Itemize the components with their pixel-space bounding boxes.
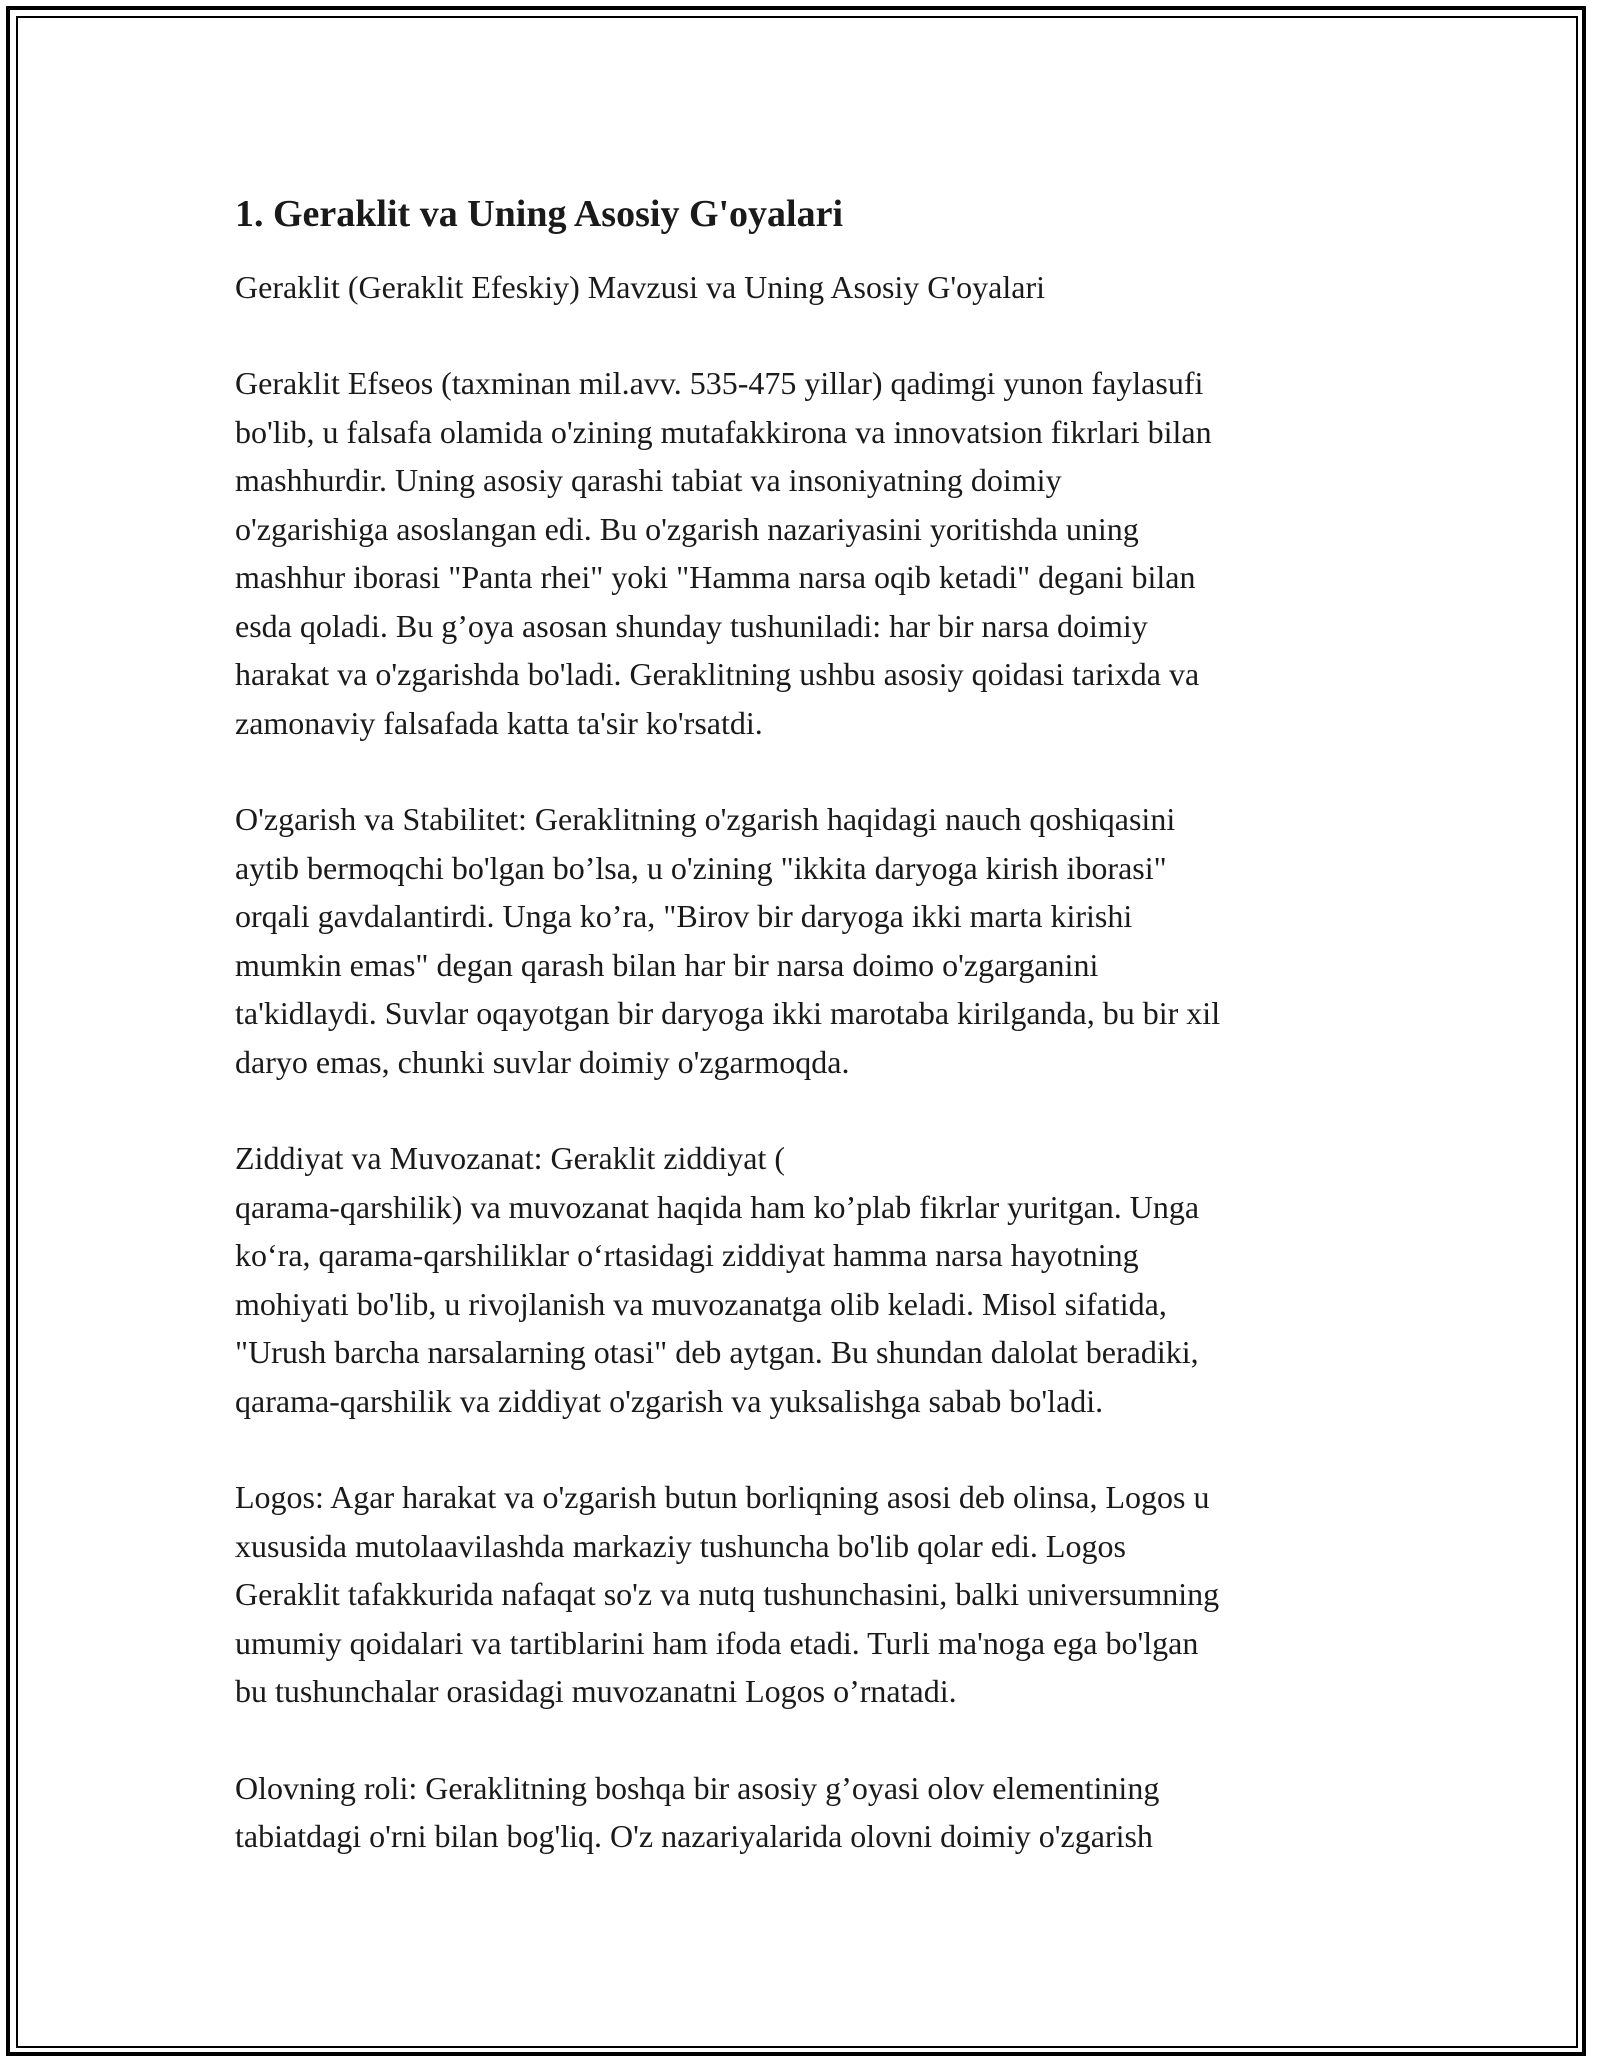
text-line: xususida mutolaavilashda markaziy tushuncha bo'lib qolar edi. Logos xyxy=(235,1527,1126,1564)
text-line: tabiatdagi o'rni bilan bog'liq. O'z nazariyalarida olovni doimiy o'zgarish xyxy=(235,1818,1153,1854)
text-line: ko‘ra, qarama-qarshiliklar o‘rtasidagi ziddiyat hamma narsa hayotning xyxy=(235,1237,1139,1273)
paragraph-change-stability xyxy=(235,795,1375,1086)
text-line: umumiy qoidalari va tartiblarini ham ifoda etadi. Turli ma'noga ega bo'lgan xyxy=(235,1624,1199,1661)
paragraph-intro xyxy=(235,359,1375,747)
text-line: qarama-qarshilik va ziddiyat o'zgarish va yuksalishga sabab bo'ladi. xyxy=(235,1382,1104,1419)
text-line: daryo emas, chunki suvlar doimiy o'zgarmoqda. xyxy=(235,1043,850,1080)
paragraph-logos xyxy=(235,1473,1375,1716)
document-page xyxy=(235,185,1375,1909)
text-line: Geraklit tafakkurida nafaqat so'z va nutq tushunchasini, balki universumning xyxy=(235,1576,1220,1612)
text-line: mumkin emas" degan qarash bilan har bir narsa doimo o'zgarganini xyxy=(235,946,1099,983)
text-line: Logos: Agar harakat va o'zgarish butun borliqning asosi deb olinsa, Logos u xyxy=(235,1479,1210,1515)
text-line: mashhur iborasi "Panta rhei" yoki "Hamma narsa oqib ketadi" degani bilan xyxy=(235,559,1196,595)
text-line: orqali gavdalantirdi. Unga ko’ra, "Birov bir daryoga ikki marta kirishi xyxy=(235,898,1133,934)
document-title: 1. Geraklit va Uning Asosiy G'oyalari xyxy=(235,193,844,235)
text-line: O'zgarish va Stabilitet: Geraklitning o'zgarish haqidagi nauch qoshiqasini xyxy=(235,801,1176,837)
text-line: harakat va o'zgarishda bo'ladi. Geraklitning ushbu asosiy qoidasi tarixda va xyxy=(235,656,1200,692)
text-line: o'zgarishiga asoslangan edi. Bu o'zgarish nazariyasini yoritishda uning xyxy=(235,510,1139,547)
text-line: qarama-qarshilik) va muvozanat haqida ham ko’plab fikrlar yuritgan. Unga xyxy=(235,1188,1200,1225)
text-line: Geraklit Efseos (taxminan mil.avv. 535-475 yillar) qadimgi yunon faylasufi xyxy=(235,365,1204,401)
text-line: "Urush barcha narsalarning otasi" deb aytgan. Bu shundan dalolat beradiki, xyxy=(235,1334,1199,1370)
text-line: esda qoladi. Bu g’oya asosan shunday tushuniladi: har bir narsa doimiy xyxy=(235,607,1148,644)
text-line: Olovning roli: Geraklitning boshqa bir asosiy g’oyasi olov elementining xyxy=(235,1769,1160,1806)
text-line: mohiyati bo'lib, u rivojlanish va muvozanatga olib keladi. Misol sifatida, xyxy=(235,1285,1167,1322)
paragraph-contradiction-balance xyxy=(235,1134,1375,1425)
paragraph-fire-role xyxy=(235,1764,1375,1861)
text-line: bu tushunchalar orasidagi muvozanatni Logos o’rnatadi. xyxy=(235,1673,957,1709)
text-line: ta'kidlaydi. Suvlar oqayotgan bir daryoga ikki marotaba kirilganda, bu bir xil xyxy=(235,995,1221,1031)
text-line: mashhurdir. Uning asosiy qarashi tabiat va insoniyatning doimiy xyxy=(235,462,1062,498)
text-line: Ziddiyat va Muvozanat: Geraklit ziddiyat ( xyxy=(235,1140,786,1176)
text-line: zamonaviy falsafada katta ta'sir ko'rsatdi. xyxy=(235,704,763,741)
text-line: aytib bermoqchi bo'lgan bo’lsa, u o'zining "ikkita daryoga kirish iborasi" xyxy=(235,849,1167,886)
document-subtitle: Geraklit (Geraklit Efeskiy) Mavzusi va Uning Asosiy G'oyalari xyxy=(235,269,1046,305)
text-line: bo'lib, u falsafa olamida o'zining mutafakkirona va innovatsion fikrlari bilan xyxy=(235,413,1212,450)
